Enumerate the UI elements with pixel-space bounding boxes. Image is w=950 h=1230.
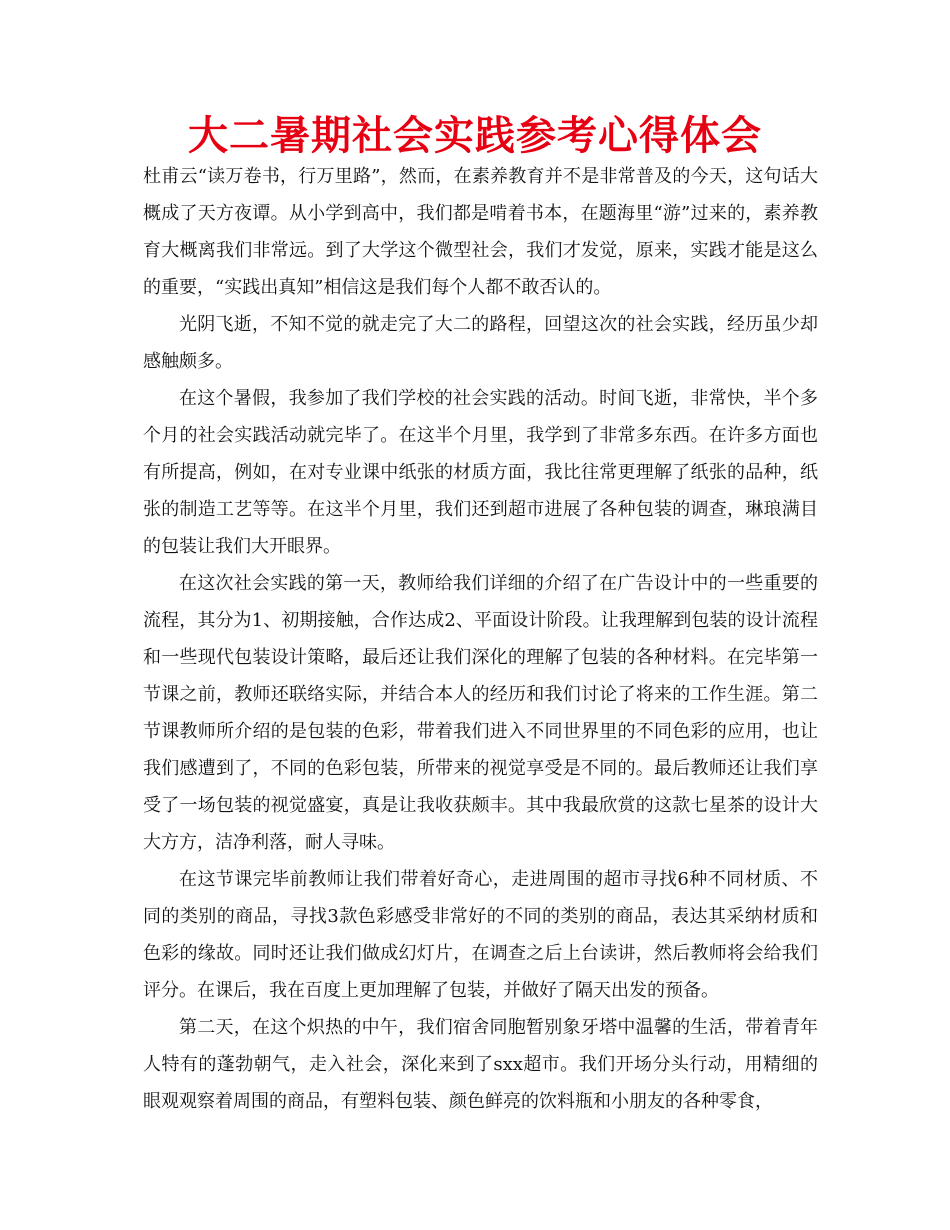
paragraph-6: 第二天，在这个炽热的中午，我们宿舍同胞暂别象牙塔中温馨的生活，带着青年人特有的蓬勃朝气，走入社会，深化来到了sxx超市。我们开场分头行动，用精细的眼观观察着周围的商品，有塑料包装、颜色鲜亮的饮料瓶和小朋友的各种零食，	[143, 1017, 818, 1112]
document-body	[143, 158, 818, 1120]
paragraph-1: 杜甫云“读万卷书，行万里路”，然而，在素养教育并不是非常普及的今天，这句话大概成了天方夜谭。从小学到高中，我们都是啃着书本，在题海里“游”过来的，素养教育大概离我们非常远。到了大学这个微型社会，我们才发觉，原来，实践才能是这么的重要，“实践出真知”相信这是我们每个人都不敢否认的。	[143, 166, 818, 298]
document-title: 大二暑期社会实践参考心得体会	[188, 113, 762, 159]
paragraph-3: 在这个暑假，我参加了我们学校的社会实践的活动。时间飞逝，非常快，半个多个月的社会实践活动就完毕了。在这半个月里，我学到了非常多东西。在许多方面也有所提高，例如，在对专业课中纸张的材质方面，我比往常更理解了纸张的品种，纸张的制造工艺等等。在这半个月里，我们还到超市进展了各种包装的调查，琳琅满目的包装让我们大开眼界。	[143, 388, 818, 557]
paragraph-5: 在这节课完毕前教师让我们带着好奇心，走进周围的超市寻找6种不同材质、不同的类别的商品，寻找3款色彩感受非常好的不同的类别的商品，表达其采纳材质和色彩的缘故。同时还让我们做成幻灯片，在调查之后上台读讲，然后教师将会给我们评分。在课后，我在百度上更加理解了包装，并做好了隔天出发的预备。	[143, 869, 818, 1001]
paragraph-4: 在这次社会实践的第一天，教师给我们详细的介绍了在广告设计中的一些重要的流程，其分为1、初期接触，合作达成2、平面设计阶段。让我理解到包装的设计流程和一些现代包装设计策略，最后还让我们深化的理解了包装的各种材料。在完毕第一节课之前，教师还联络实际，并结合本人的经历和我们讨论了将来的工作生涯。第二节课教师所介绍的是包装的色彩，带着我们进入不同世界里的不同色彩的应用，也让我们感遭到了，不同的色彩包装，所带来的视觉享受是不同的。最后教师还让我们享受了一场包装的视觉盛宴，真是让我收获颇丰。其中我最欣赏的这款七星茶的设计大大方方，洁净利落，耐人寻味。	[143, 573, 818, 853]
paragraph-2: 光阴飞逝，不知不觉的就走完了大二的路程，回望这次的社会实践，经历虽少却感触颇多。	[143, 314, 818, 372]
